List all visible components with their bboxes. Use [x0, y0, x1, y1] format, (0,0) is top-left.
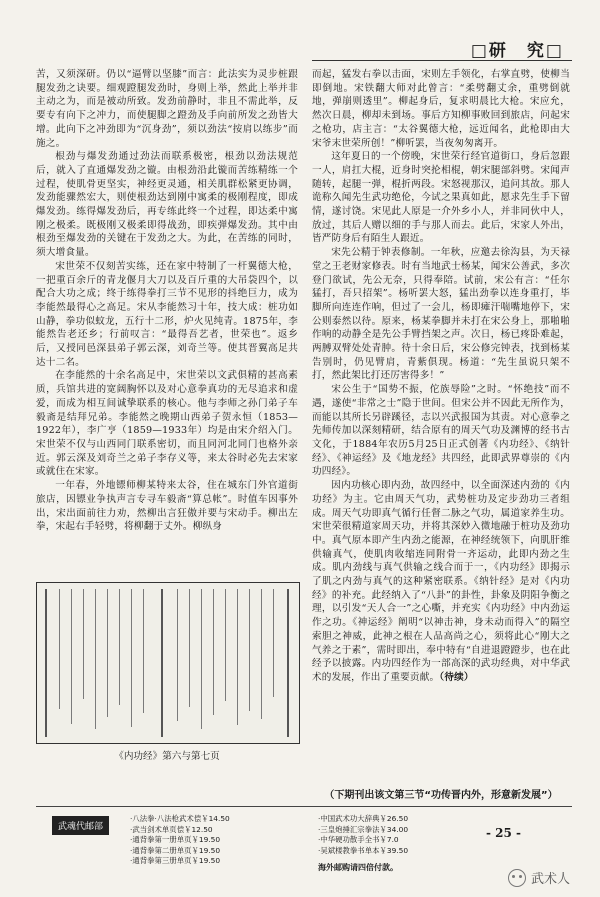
scroll-rod-left	[45, 589, 47, 737]
watermark	[508, 868, 570, 887]
paragraph: 这年夏日的一个傍晚，宋世荣行经官道街口，身后忽跟一人，肩扛大棍，近身时突抡相棍，朝宋腿部斜劈。宋闻声随转，起腿一弹，棍折两段。宋怒视那汉，追问其故。那人诡称久闻先生武功绝伦，今试之果真如此，愿求先生手下留情，遂讨饶。宋见此人原是一介外乡小人，并非同伙中人，放过，其后人赠以细的手与那人而去。此后，宋家人外出，皆严防身后有陌生人跟近。	[312, 151, 570, 245]
scroll-rod-right	[287, 589, 289, 737]
paragraph: 宋公生于“国势不振，佗族辱险”之时。“怀绝技”而不遇，遂使“非常之士”隐于世间。但宋公并不因此无所作为，而能以其所长另辟蹊径，志以兴武报国为其责。对心意拳之先师传加以深刻精研，结合原有的周天气功及渊博的经书古文化，于1884年农历5月25日正式创著《内功经》、《纳针经》、《神运经》及《地龙经》共四经，此即武界尊崇的《内功四经》。	[312, 384, 570, 478]
continued-label: （待续）	[439, 671, 474, 683]
overseas-note: 海外邮购请四倍付款。	[318, 863, 398, 872]
right-column	[312, 68, 570, 685]
scroll-rod-middle	[161, 589, 163, 737]
ad-item: ·武当剑术单页偿￥12.50	[130, 824, 213, 834]
ad-item: ·八法拳·八法枪武术偿￥14.50	[130, 814, 230, 823]
paragraph: 苦，又须深研。仍以“逼臂以坚膝”而言：此法实为灵步桩跟腿发劲之诀要。细观蹬腿发劲时，身则上举，然此上举并非主动之为，而是被动所致。发劲前静时，非且不需此举，反要专有向下之冲力，而使腿脚之蹬劲及手向前所发之劲皆大增。此向下之冲劲即为“沉身劲”，须以劲法“按肩以练步”而施之。	[36, 69, 298, 149]
ad-item: ·通背拳第二册单页￥19.50	[130, 845, 221, 855]
paragraph: 宋世荣不仅刻苦实练，还在家中特制了一杆翼德大枪，一把重百余斤的青龙偃月大刀以及百斤重的大吊袋四个，以配合大功之成；终于练得拳打三节不见形的抖绝巨力，成为李能然最得心之高足。宋从李能然习十年，技大成：桩功如山静，拳功似蚊龙，五行十二形，炉火见纯青。1875年，李能然告老还乡；行前叹言：“最得吾艺者，世荣也”。返乡后，又授同邑深县弟子郭云深，刘奇兰等。使其晋翼高足共达十二名。	[36, 260, 298, 368]
ad-item: ·通背拳第三册单页￥19.50	[130, 856, 221, 865]
ad-item: ·中国武术功大辞典￥26.50	[318, 814, 409, 823]
paragraph: 根劲与爆发劲通过劲法而联系极密，根劲以劲法规范后，就入了直通爆发劲之镟。由根劲沿此镟而苦练精练一个过程，使肌骨更坚实，神经更灵通，相关肌群松紧更协调，发劲能骤然宏大，则使根劲达到刚中寓柔的极刚程度，即成爆发劲。练得爆发劲后，再专练此终一个过程，即达柔中寓刚之极柔。既极刚又极柔即得战劲，即疾弹爆发劲。其中由根劲至爆发劲的关键在于发劲之大。为此，在苦练的同时，须大增食量。	[36, 151, 298, 259]
figure-caption: 《内功经》第六与第七页	[114, 751, 220, 762]
paragraph: 在李能然的十余名高足中，宋世荣以文武俱精的甚高素质，兵馆共进的宽阔胸怀以及对心意拳真功的无尽追求和虚爱，而成为相互间诚挚联系的核心。他与李师之孙门弟子车毅斋是结拜兄弟。李能然之晚期山西弟子贺永恒（1853—1922年），李广亨（1859—1933年）均是由宋介绍入门。宋世荣不仅与山西同门联系密切，而且同河北同门也格外亲近。郭云深及刘奇兰之弟子李存义等，来太谷时必先去宋家或就住在宋家。	[36, 370, 298, 478]
ad-item: ·通背拳第一册单页￥19.50	[130, 835, 221, 844]
page-number: - 25 -	[486, 826, 522, 840]
book-ads-left	[130, 814, 230, 867]
next-issue-note: （下期刊出该文第三节“功传晋内外，形意新发展”）	[324, 790, 558, 801]
ad-item: ·三皇炮捶汇宗拳法￥34.00	[318, 824, 409, 834]
paragraph: 而起，猛发右拳以击面，宋则左手领化，右掌直劈，使柳当即倒地。宋铁翻大师对此曾言：“柔劈翻丈余，重劈倒就地，弹崩则透里”。柳起身后，复求明晨比大枪。宋应允，然次日晨，柳却未到场。事后方知柳事败回到旅店，问起宋之枪功，店主言：“太谷翼德大枪，远近闻名，此枪即由大宋爷末世荣所创！”柳听罢，当夜匆匆离开。	[312, 69, 570, 149]
paragraph: 一年春，外地镖师柳某特来太谷，住在城东门外官道街旅店，因镖业争执声言专寻车毅斋“算总帐”。时值车因事外出，宋出面前往力劝，然柳出言狂傲并要与宋动手。柳出左拳，宋起右手轻劈，将柳翻于丈外。柳纵身	[36, 480, 298, 533]
ad-item: ·中华硬功散手全书￥7.0	[318, 835, 399, 844]
footer-rule	[36, 806, 572, 807]
paragraph: 宋先公精于钟表修制。一年秋，应邀去徐沟县，为天禄堂之王老财家修表。时有当地武士杨某，闻宋公善武，多次登门欲试，先公无奈，只得奉陪。试前，宋公有言：“任尔猛打，吾只招架”。杨听罢大怒，猛出劲拳以连身重打，毕脚所向连连作响，但过了一会儿，杨即瘫汗喘嘴地停下，宋公则泰然以待。原来，杨某拳脚并未打在宋公身上，那啪啪作响的动静全是先公手臂挡架之声。次日，杨已疼卧难起，两膊双臂处处青肿。待十余日后，宋公修完钟表，找到杨某告别时，仍见臂肩，青紫俱现。杨道：“先生虽说只架不打，然此架比打还厉害得多！”	[312, 247, 570, 382]
ad-item: ·吴斌楼教拳书单本￥39.50	[318, 845, 409, 855]
header-rule	[312, 60, 572, 61]
watermark-text: 武术人	[530, 872, 570, 887]
book-ads-right	[318, 814, 408, 856]
left-column	[36, 68, 298, 534]
scripture-manuscript-image	[36, 582, 300, 744]
section-title: □研 究□	[470, 41, 564, 61]
paragraph	[312, 479, 570, 685]
mail-order-badge: 武魂代邮部	[52, 816, 109, 835]
wechat-icon	[508, 869, 526, 887]
paragraph-text: 因内功核心即内劲，故四经中，以全面深述内劲的《内功经》为主。它由周天气功，武势桩功及定步劲功三者组成。周天气功即真气循行任督二脉之气功，属道家养生功。宋世荣很精道家周天功，并将其深妙入微地融于桩功及劲功中。真气原本即产生内劲之能源，在神经统领下，向肌肝维供输真气，使肌肉收缩连同附骨一齐运动，此即内劲之生成。肌内劲线与真气供输之线合而于一，《内功经》即揭示了肌之内劲与真气的这种紧密联系。《纳针经》是对《内功经》的补充。此经纳入了“八卦”的卦性，卦象及阴阳争衡之理，以引发“天人合一”之心嘶，并充实《内功经》中内劲运作之功。《神运经》阐明“以神击神，身未动而得入”的隔空索胆之神威，此神之根在人品高尚之心，须将此心“刚大之气养之于素”，需时即出，奉中特有“自进退蹬蹬步，也在此经予以披露。内功四经作为一部高深的武功经典，对中华武术的发展，作出了重要贡献。	[312, 480, 570, 683]
